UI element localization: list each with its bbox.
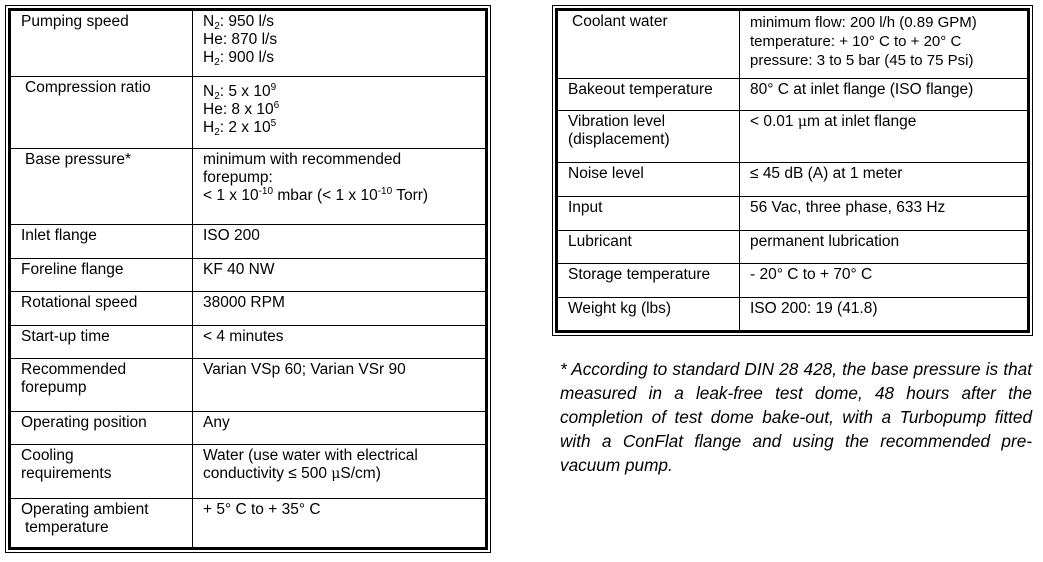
spec-label [557, 163, 740, 197]
bp-exp2: -10 [377, 186, 393, 197]
table-row [10, 259, 487, 292]
spec-value [740, 231, 1029, 264]
spec-label [10, 359, 193, 412]
compression-n2-exp: 9 [270, 82, 277, 93]
cooling-label-line1: Cooling [21, 447, 74, 464]
table-row [10, 445, 487, 499]
cooling-v2b: S/cm) [340, 465, 381, 482]
noise-value: ≤ 45 dB (A) at 1 meter [750, 165, 903, 182]
spec-label [10, 149, 193, 225]
bakeout-value: 80° C at inlet flange (ISO flange) [750, 81, 974, 98]
spec-label [10, 445, 193, 499]
bp-a: < 1 x 10 [203, 187, 259, 204]
spec-label [557, 231, 740, 264]
spec-value [740, 111, 1029, 163]
coolant-line3: pressure: 3 to 5 bar (45 to 75 Psi) [750, 52, 974, 69]
cooling-value-line2 [203, 465, 477, 483]
compression-h2: $H_2$: 2 x $10^5$ [203, 118, 277, 138]
spec-value [740, 163, 1029, 197]
table-row [557, 264, 1029, 298]
ambient-label-line1: Operating ambient [21, 501, 149, 518]
pumping-speed-h2-value: : 900 l/s [219, 49, 275, 66]
bakeout-label: Bakeout temperature [568, 81, 713, 98]
vibration-label-line1: Vibration level [568, 113, 666, 130]
spec-value [193, 225, 487, 259]
compression-h2-value: : 2 x 10 [219, 119, 271, 136]
table-row [557, 79, 1029, 111]
table-row [10, 10, 487, 77]
spec-value [193, 445, 487, 499]
spec-label [557, 197, 740, 231]
forepump-value: Varian VSp 60; Varian VSr 90 [203, 361, 406, 378]
spec-value [193, 499, 487, 549]
pumping-speed-n2-value: : 950 l/s [219, 13, 275, 30]
table-row [10, 326, 487, 359]
mu-symbol: μ [331, 466, 341, 482]
cooling-value-line1: Water (use water with electrical [203, 447, 418, 464]
spec-value [740, 264, 1029, 298]
weight-value: ISO 200: 19 (41.8) [750, 300, 878, 317]
noise-label: Noise level [568, 165, 644, 182]
weight-label: Weight kg (lbs) [568, 300, 672, 317]
storage-label: Storage temperature [568, 266, 711, 283]
spec-label [10, 412, 193, 445]
footnote: * According to standard DIN 28 428, the base pressure is that measured in a leak-free test dome, 48 hours after the completion of test dome bake-out, with a Turbopump fitted with a ConFlat flange and using the recommended pre-vacuum pump. [560, 359, 1032, 475]
compression-n2-value: : 5 x 10 [219, 83, 271, 100]
spec-value [193, 292, 487, 326]
bp-exp1: -10 [258, 186, 274, 197]
pumping-speed-h2: $H_2$: 900 l/s [203, 49, 275, 68]
base-pressure-line2: forepump: [203, 169, 273, 186]
compression-he-value: He: 8 x 10 [203, 101, 274, 118]
lubricant-label: Lubricant [568, 233, 632, 250]
inlet-flange-value: ISO 200 [203, 227, 260, 244]
table-row [10, 77, 487, 149]
spec-value [740, 298, 1029, 332]
spec-label [10, 326, 193, 359]
compression-he-exp: 6 [273, 100, 280, 111]
startup-time-value: < 4 minutes [203, 328, 284, 345]
table-row [557, 197, 1029, 231]
pumping-speed-n2: $N_2$: 950 l/s [203, 13, 275, 32]
vibration-label-line2: (displacement) [568, 131, 670, 148]
ambient-label-line2: temperature [25, 519, 109, 536]
table-row [557, 111, 1029, 163]
input-label: Input [568, 199, 603, 216]
foreline-flange-value: KF 40 NW [203, 261, 275, 278]
table-row [557, 231, 1029, 264]
base-pressure-label: Base pressure* [25, 151, 131, 168]
right-spec-table [555, 8, 1030, 333]
spec-value [193, 326, 487, 359]
spec-label [557, 79, 740, 111]
forepump-label-line1: Recommended [21, 361, 127, 378]
compression-h2-exp: 5 [270, 118, 277, 129]
spec-label [557, 10, 740, 79]
table-row [10, 499, 487, 549]
spec-value [193, 259, 487, 292]
inlet-flange-label: Inlet flange [21, 227, 97, 244]
spec-label [10, 499, 193, 549]
spec-value [740, 10, 1029, 79]
coolant-label: Coolant water [572, 13, 668, 30]
mu-symbol: μ [797, 114, 807, 130]
compression-ratio-label: Compression ratio [25, 79, 151, 96]
operating-position-value: Any [203, 414, 230, 431]
foreline-flange-label: Foreline flange [21, 261, 124, 278]
spec-value [193, 412, 487, 445]
cooling-label-line2: requirements [21, 465, 112, 482]
table-row [10, 292, 487, 326]
rotational-speed-value: 38000 RPM [203, 294, 285, 311]
pumping-speed-he: He: 870 l/s [203, 31, 278, 48]
table-row [10, 149, 487, 225]
rotational-speed-label: Rotational speed [21, 294, 138, 311]
lubricant-value: permanent lubrication [750, 233, 900, 250]
compression-n2: $N_2$: 5 x $10^9$ [203, 82, 277, 102]
storage-value: - 20° C to + 70° C [750, 266, 873, 283]
coolant-line1: minimum flow: 200 l/h (0.89 GPM) [750, 14, 977, 31]
coolant-line2: temperature: + 10° C to + 20° C [750, 33, 962, 50]
forepump-label-line2: forepump [21, 379, 87, 396]
spec-label [557, 111, 740, 163]
table-row [10, 359, 487, 412]
ambient-value: + 5° C to + 35° C [203, 501, 321, 518]
spec-value [740, 79, 1029, 111]
spec-value [193, 10, 487, 77]
bp-e: Torr) [392, 187, 429, 204]
spec-label [10, 259, 193, 292]
table-row [557, 163, 1029, 197]
spec-value [193, 149, 487, 225]
spec-label [557, 264, 740, 298]
base-pressure-line1: minimum with recommended [203, 151, 402, 168]
table-row [557, 10, 1029, 79]
spec-value [193, 359, 487, 412]
pumping-speed-label: Pumping speed [21, 13, 129, 30]
spec-label [557, 298, 740, 332]
spec-label [10, 77, 193, 149]
spec-label [10, 225, 193, 259]
spec-value [193, 77, 487, 149]
compression-he [203, 101, 477, 119]
operating-position-label: Operating position [21, 414, 147, 431]
input-value: 56 Vac, three phase, 633 Hz [750, 199, 946, 216]
base-pressure-line3 [203, 187, 477, 205]
table-row [10, 225, 487, 259]
table-row [557, 298, 1029, 332]
bp-c: mbar (< 1 x 10 [273, 187, 378, 204]
vibration-pre: < 0.01 [750, 113, 798, 130]
startup-time-label: Start-up time [21, 328, 110, 345]
cooling-v2a: conductivity ≤ 500 [203, 465, 332, 482]
spec-label [10, 292, 193, 326]
left-spec-table [8, 8, 488, 550]
table-row [10, 412, 487, 445]
vibration-post: m at inlet flange [806, 113, 917, 130]
spec-label [10, 10, 193, 77]
spec-value [740, 197, 1029, 231]
